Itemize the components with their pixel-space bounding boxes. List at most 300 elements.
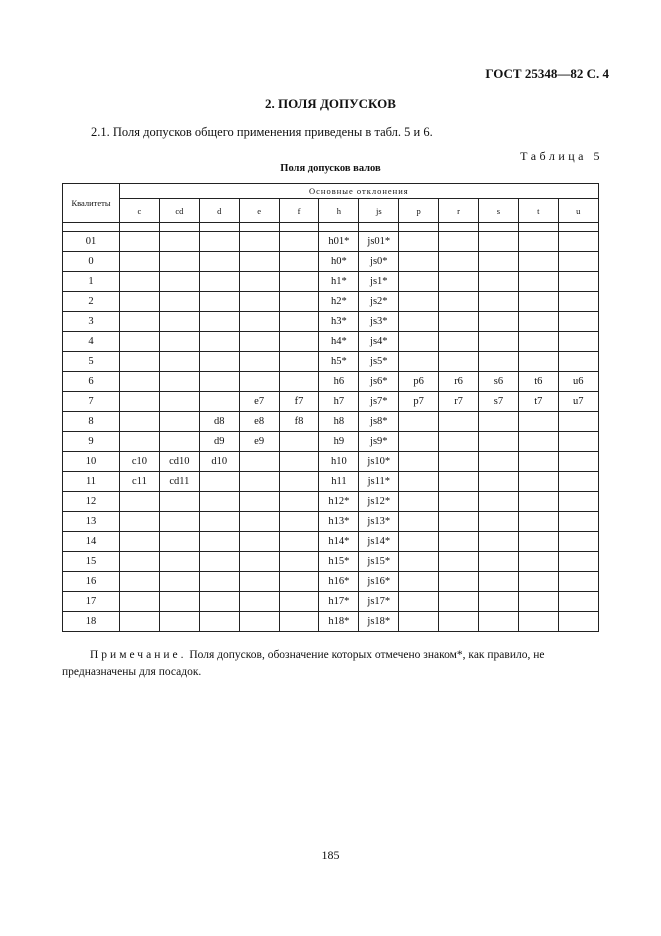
tolerance-cell	[439, 432, 479, 452]
tolerance-cell	[120, 592, 160, 612]
section-title: 2. ПОЛЯ ДОПУСКОВ	[265, 96, 396, 111]
qualifier-cell: 8	[63, 412, 120, 432]
table-row	[63, 392, 599, 412]
tolerance-cell: s6	[479, 372, 519, 392]
tolerance-cell: h0*	[319, 252, 359, 272]
tolerance-cell	[159, 592, 199, 612]
tolerance-cell	[558, 612, 598, 632]
qualifier-cell: 18	[63, 612, 120, 632]
tolerance-cell: js2*	[359, 292, 399, 312]
tolerance-cell	[159, 252, 199, 272]
tolerance-cell	[239, 452, 279, 472]
tolerance-cell	[518, 552, 558, 572]
tolerance-cell	[399, 512, 439, 532]
column-header-cd: cd	[159, 199, 199, 223]
qualifier-cell: 01	[63, 232, 120, 252]
tolerance-cell	[239, 372, 279, 392]
tolerance-cell	[120, 512, 160, 532]
tolerance-cell	[399, 412, 439, 432]
tolerance-cell	[439, 592, 479, 612]
table-note	[62, 647, 598, 681]
qualifier-cell: 12	[63, 492, 120, 512]
tolerance-cell: c11	[120, 472, 160, 492]
tolerance-cell	[558, 432, 598, 452]
tolerance-cell: js3*	[359, 312, 399, 332]
tolerance-cell: js7*	[359, 392, 399, 412]
tolerance-cell	[199, 232, 239, 252]
tolerance-cell	[518, 452, 558, 472]
tolerance-cell	[159, 312, 199, 332]
spacer-cell	[558, 223, 598, 232]
tolerance-cell	[558, 532, 598, 552]
tolerance-cell	[159, 572, 199, 592]
tolerance-cell	[279, 232, 319, 252]
tolerance-cell	[279, 512, 319, 532]
tolerance-cell	[479, 312, 519, 332]
tolerance-cell	[159, 552, 199, 572]
tolerance-cell	[558, 312, 598, 332]
tolerance-cell	[120, 552, 160, 572]
tolerance-cell	[439, 252, 479, 272]
column-header-r: r	[439, 199, 479, 223]
tolerance-cell: js13*	[359, 512, 399, 532]
tolerance-cell	[518, 472, 558, 492]
tolerance-cell	[279, 572, 319, 592]
tolerance-cell: h3*	[319, 312, 359, 332]
tolerance-cell: h8	[319, 412, 359, 432]
tolerance-cell	[558, 292, 598, 312]
tolerance-cell	[518, 492, 558, 512]
tolerance-cell	[439, 552, 479, 572]
table-row	[63, 572, 599, 592]
tolerance-cell	[239, 532, 279, 552]
tolerance-cell	[159, 512, 199, 532]
tolerance-cell: js12*	[359, 492, 399, 512]
tolerance-cell	[479, 272, 519, 292]
column-header-u: u	[558, 199, 598, 223]
tolerance-cell: t6	[518, 372, 558, 392]
tolerance-cell: h10	[319, 452, 359, 472]
column-header-t: t	[518, 199, 558, 223]
tolerance-cell: d9	[199, 432, 239, 452]
table-row	[63, 432, 599, 452]
tolerance-cell: e7	[239, 392, 279, 412]
tolerance-cell	[120, 612, 160, 632]
tolerance-cell: f7	[279, 392, 319, 412]
spacer-cell	[63, 223, 120, 232]
table-row	[63, 332, 599, 352]
tolerance-cell: h7	[319, 392, 359, 412]
tolerance-cell	[518, 272, 558, 292]
page-number: 185	[321, 848, 340, 862]
tolerance-cell	[399, 292, 439, 312]
tolerance-cell: cd10	[159, 452, 199, 472]
tolerance-cell: js18*	[359, 612, 399, 632]
tolerance-cell	[439, 512, 479, 532]
tolerance-cell	[279, 272, 319, 292]
qualifier-cell: 15	[63, 552, 120, 572]
tolerance-cell: js10*	[359, 452, 399, 472]
tolerance-cell	[120, 252, 160, 272]
tolerance-cell	[159, 352, 199, 372]
table-row	[63, 512, 599, 532]
tolerance-cell	[439, 292, 479, 312]
tolerance-cell	[279, 292, 319, 312]
tolerance-cell	[479, 352, 519, 372]
tolerance-cell: h18*	[319, 612, 359, 632]
table-row	[63, 612, 599, 632]
tolerance-cell	[239, 272, 279, 292]
table-row	[63, 472, 599, 492]
tolerance-cell	[518, 572, 558, 592]
tolerance-cell	[479, 292, 519, 312]
tolerance-cell	[558, 552, 598, 572]
spacer-cell	[359, 223, 399, 232]
tolerance-cell	[479, 432, 519, 452]
tolerance-cell	[279, 472, 319, 492]
table-row	[63, 372, 599, 392]
table-row	[63, 552, 599, 572]
tolerance-cell	[279, 352, 319, 372]
spacer-cell	[319, 223, 359, 232]
tolerance-cell	[199, 352, 239, 372]
tolerance-cell	[399, 592, 439, 612]
tolerance-cell	[120, 432, 160, 452]
tolerance-cell	[439, 472, 479, 492]
qualifier-cell: 17	[63, 592, 120, 612]
spacer-cell	[279, 223, 319, 232]
qualifier-cell: 6	[63, 372, 120, 392]
tolerance-cell	[159, 392, 199, 412]
table-label: Таблица 5	[520, 149, 603, 163]
tolerance-cell: r6	[439, 372, 479, 392]
tolerance-cell: h16*	[319, 572, 359, 592]
tolerance-cell: h1*	[319, 272, 359, 292]
tolerance-cell	[279, 432, 319, 452]
tolerance-cell	[439, 332, 479, 352]
tolerance-cell	[399, 612, 439, 632]
tolerance-cell	[279, 592, 319, 612]
tolerance-cell	[159, 292, 199, 312]
tolerance-cell: h15*	[319, 552, 359, 572]
tolerance-cell: js15*	[359, 552, 399, 572]
tolerance-cell	[199, 572, 239, 592]
tolerance-cell	[239, 492, 279, 512]
tolerance-cell	[558, 272, 598, 292]
tolerance-cell: s7	[479, 392, 519, 412]
tolerance-cell: h13*	[319, 512, 359, 532]
tolerance-cell	[120, 312, 160, 332]
tolerance-cell	[239, 332, 279, 352]
qualifier-cell: 2	[63, 292, 120, 312]
qualifier-header: Квалитеты	[63, 184, 120, 223]
tolerance-cell	[120, 352, 160, 372]
qualifier-cell: 11	[63, 472, 120, 492]
table-row	[63, 532, 599, 552]
tolerance-cell	[239, 292, 279, 312]
tolerance-cell	[279, 452, 319, 472]
tolerance-cell	[399, 532, 439, 552]
tolerance-cell	[159, 612, 199, 632]
column-header-row	[63, 199, 599, 223]
tolerance-cell	[399, 332, 439, 352]
tolerance-cell	[479, 552, 519, 572]
tolerance-cell	[239, 352, 279, 372]
tolerance-cell	[279, 612, 319, 632]
tolerance-cell	[279, 332, 319, 352]
tolerance-cell	[120, 392, 160, 412]
tolerance-cell	[558, 452, 598, 472]
tolerance-cell	[558, 512, 598, 532]
tolerance-cell	[120, 412, 160, 432]
tolerance-cell	[239, 552, 279, 572]
tolerance-cell: cd11	[159, 472, 199, 492]
tolerance-cell	[558, 412, 598, 432]
tolerance-cell	[518, 432, 558, 452]
tolerance-cell	[239, 472, 279, 492]
tolerance-cell	[199, 592, 239, 612]
tolerance-cell: js14*	[359, 532, 399, 552]
tolerance-cell	[199, 332, 239, 352]
document-code: ГОСТ 25348—82 С. 4	[485, 66, 609, 81]
tolerance-cell	[399, 572, 439, 592]
tolerance-cell	[239, 512, 279, 532]
tolerance-cell: h11	[319, 472, 359, 492]
tolerance-cell	[479, 492, 519, 512]
column-header-d: d	[199, 199, 239, 223]
tolerance-cell	[518, 592, 558, 612]
tolerance-cell	[159, 232, 199, 252]
tolerance-cell	[120, 492, 160, 512]
qualifier-cell: 4	[63, 332, 120, 352]
tolerance-cell	[399, 352, 439, 372]
deviation-group-header: Основные отклонения	[120, 184, 599, 199]
tolerance-cell	[518, 232, 558, 252]
table-row	[63, 272, 599, 292]
table-row	[63, 352, 599, 372]
tolerance-cell	[120, 332, 160, 352]
tolerance-cell: p6	[399, 372, 439, 392]
tolerance-cell: js4*	[359, 332, 399, 352]
tolerance-cell: d8	[199, 412, 239, 432]
tolerance-cell	[518, 512, 558, 532]
spacer-cell	[399, 223, 439, 232]
tolerance-cell	[159, 432, 199, 452]
tolerance-cell	[199, 312, 239, 332]
tolerance-cell: h4*	[319, 332, 359, 352]
tolerance-cell	[399, 492, 439, 512]
tolerance-cell	[479, 612, 519, 632]
spacer-cell	[518, 223, 558, 232]
table-row	[63, 292, 599, 312]
column-header-p: p	[399, 199, 439, 223]
tolerance-cell	[479, 252, 519, 272]
table-row	[63, 312, 599, 332]
tolerance-cell	[159, 532, 199, 552]
note-lead: Примечание.	[90, 649, 187, 661]
spacer-cell	[439, 223, 479, 232]
table-title: Поля допусков валов	[280, 163, 381, 174]
tolerance-cell	[518, 332, 558, 352]
tolerance-cell: d10	[199, 452, 239, 472]
tolerance-cell	[518, 412, 558, 432]
tolerance-cell	[199, 252, 239, 272]
tolerance-cell	[199, 472, 239, 492]
tolerance-cell	[239, 312, 279, 332]
tolerance-cell	[399, 252, 439, 272]
column-header-f: f	[279, 199, 319, 223]
tolerance-cell: js0*	[359, 252, 399, 272]
table-spacer-row	[63, 223, 599, 232]
tolerance-cell	[159, 492, 199, 512]
tolerance-cell	[399, 552, 439, 572]
table-row	[63, 252, 599, 272]
tolerance-cell	[279, 552, 319, 572]
tolerance-cell	[159, 372, 199, 392]
tolerance-cell	[479, 512, 519, 532]
tolerance-cell	[120, 292, 160, 312]
tolerance-cell	[439, 352, 479, 372]
tolerance-cell	[199, 292, 239, 312]
tolerance-cell	[399, 452, 439, 472]
qualifier-cell: 16	[63, 572, 120, 592]
tolerance-cell	[399, 312, 439, 332]
spacer-cell	[159, 223, 199, 232]
tolerance-cell	[439, 232, 479, 252]
tolerance-cell: u6	[558, 372, 598, 392]
column-header-h: h	[319, 199, 359, 223]
tolerance-cell: js16*	[359, 572, 399, 592]
tolerance-cell	[518, 252, 558, 272]
tolerance-cell	[439, 612, 479, 632]
tolerance-cell	[239, 572, 279, 592]
tolerance-cell	[199, 492, 239, 512]
tolerance-cell	[479, 232, 519, 252]
tolerance-cell	[439, 572, 479, 592]
tolerance-table	[62, 183, 599, 632]
table-row	[63, 592, 599, 612]
tolerance-cell	[159, 412, 199, 432]
intro-paragraph: 2.1. Поля допусков общего применения приведены в табл. 5 и 6.	[91, 125, 433, 139]
tolerance-cell: h6	[319, 372, 359, 392]
tolerance-cell	[199, 512, 239, 532]
tolerance-cell: c10	[120, 452, 160, 472]
tolerance-cell	[199, 272, 239, 292]
tolerance-cell: js17*	[359, 592, 399, 612]
tolerance-cell	[479, 452, 519, 472]
tolerance-cell: h2*	[319, 292, 359, 312]
tolerance-cell	[558, 332, 598, 352]
tolerance-cell	[399, 272, 439, 292]
qualifier-cell: 10	[63, 452, 120, 472]
tolerance-cell: h17*	[319, 592, 359, 612]
tolerance-cell: js5*	[359, 352, 399, 372]
tolerance-cell	[399, 432, 439, 452]
tolerance-cell	[199, 532, 239, 552]
tolerance-cell	[279, 252, 319, 272]
qualifier-cell: 9	[63, 432, 120, 452]
tolerance-cell	[120, 272, 160, 292]
tolerance-cell: t7	[518, 392, 558, 412]
qualifier-cell: 13	[63, 512, 120, 532]
tolerance-cell: js6*	[359, 372, 399, 392]
tolerance-cell	[558, 492, 598, 512]
tolerance-cell: p7	[399, 392, 439, 412]
tolerance-cell: h12*	[319, 492, 359, 512]
tolerance-cell	[120, 372, 160, 392]
tolerance-cell	[479, 472, 519, 492]
tolerance-cell: e9	[239, 432, 279, 452]
tolerance-cell: h5*	[319, 352, 359, 372]
tolerance-cell	[479, 332, 519, 352]
tolerance-cell	[518, 532, 558, 552]
tolerance-cell	[439, 312, 479, 332]
tolerance-cell: u7	[558, 392, 598, 412]
tolerance-cell: js9*	[359, 432, 399, 452]
tolerance-cell: js1*	[359, 272, 399, 292]
tolerance-cell	[479, 572, 519, 592]
tolerance-cell	[120, 532, 160, 552]
tolerance-cell	[439, 492, 479, 512]
tolerance-cell	[439, 412, 479, 432]
table-row	[63, 232, 599, 252]
tolerance-cell	[120, 572, 160, 592]
tolerance-cell	[239, 252, 279, 272]
tolerance-cell	[239, 232, 279, 252]
spacer-cell	[120, 223, 160, 232]
tolerance-cell	[279, 492, 319, 512]
tolerance-cell	[199, 372, 239, 392]
tolerance-cell	[479, 532, 519, 552]
spacer-cell	[479, 223, 519, 232]
qualifier-cell: 5	[63, 352, 120, 372]
column-header-js: js	[359, 199, 399, 223]
tolerance-cell	[279, 532, 319, 552]
tolerance-cell	[239, 592, 279, 612]
tolerance-cell: h9	[319, 432, 359, 452]
column-header-c: c	[120, 199, 160, 223]
tolerance-cell	[399, 232, 439, 252]
tolerance-cell: js01*	[359, 232, 399, 252]
tolerance-cell	[439, 272, 479, 292]
tolerance-cell	[159, 332, 199, 352]
tolerance-cell	[479, 412, 519, 432]
tolerance-cell	[518, 612, 558, 632]
tolerance-cell: h14*	[319, 532, 359, 552]
tolerance-cell: r7	[439, 392, 479, 412]
qualifier-cell: 3	[63, 312, 120, 332]
column-header-s: s	[479, 199, 519, 223]
tolerance-cell	[199, 552, 239, 572]
tolerance-cell	[479, 592, 519, 612]
tolerance-cell	[558, 352, 598, 372]
tolerance-cell	[518, 312, 558, 332]
qualifier-cell: 1	[63, 272, 120, 292]
spacer-cell	[199, 223, 239, 232]
tolerance-cell	[518, 292, 558, 312]
tolerance-cell	[558, 592, 598, 612]
tolerance-cell	[558, 572, 598, 592]
table-row	[63, 492, 599, 512]
table-row	[63, 412, 599, 432]
tolerance-cell	[120, 232, 160, 252]
tolerance-cell: js8*	[359, 412, 399, 432]
tolerance-cell	[439, 452, 479, 472]
qualifier-cell: 7	[63, 392, 120, 412]
tolerance-cell	[199, 612, 239, 632]
tolerance-cell: f8	[279, 412, 319, 432]
tolerance-cell	[279, 312, 319, 332]
